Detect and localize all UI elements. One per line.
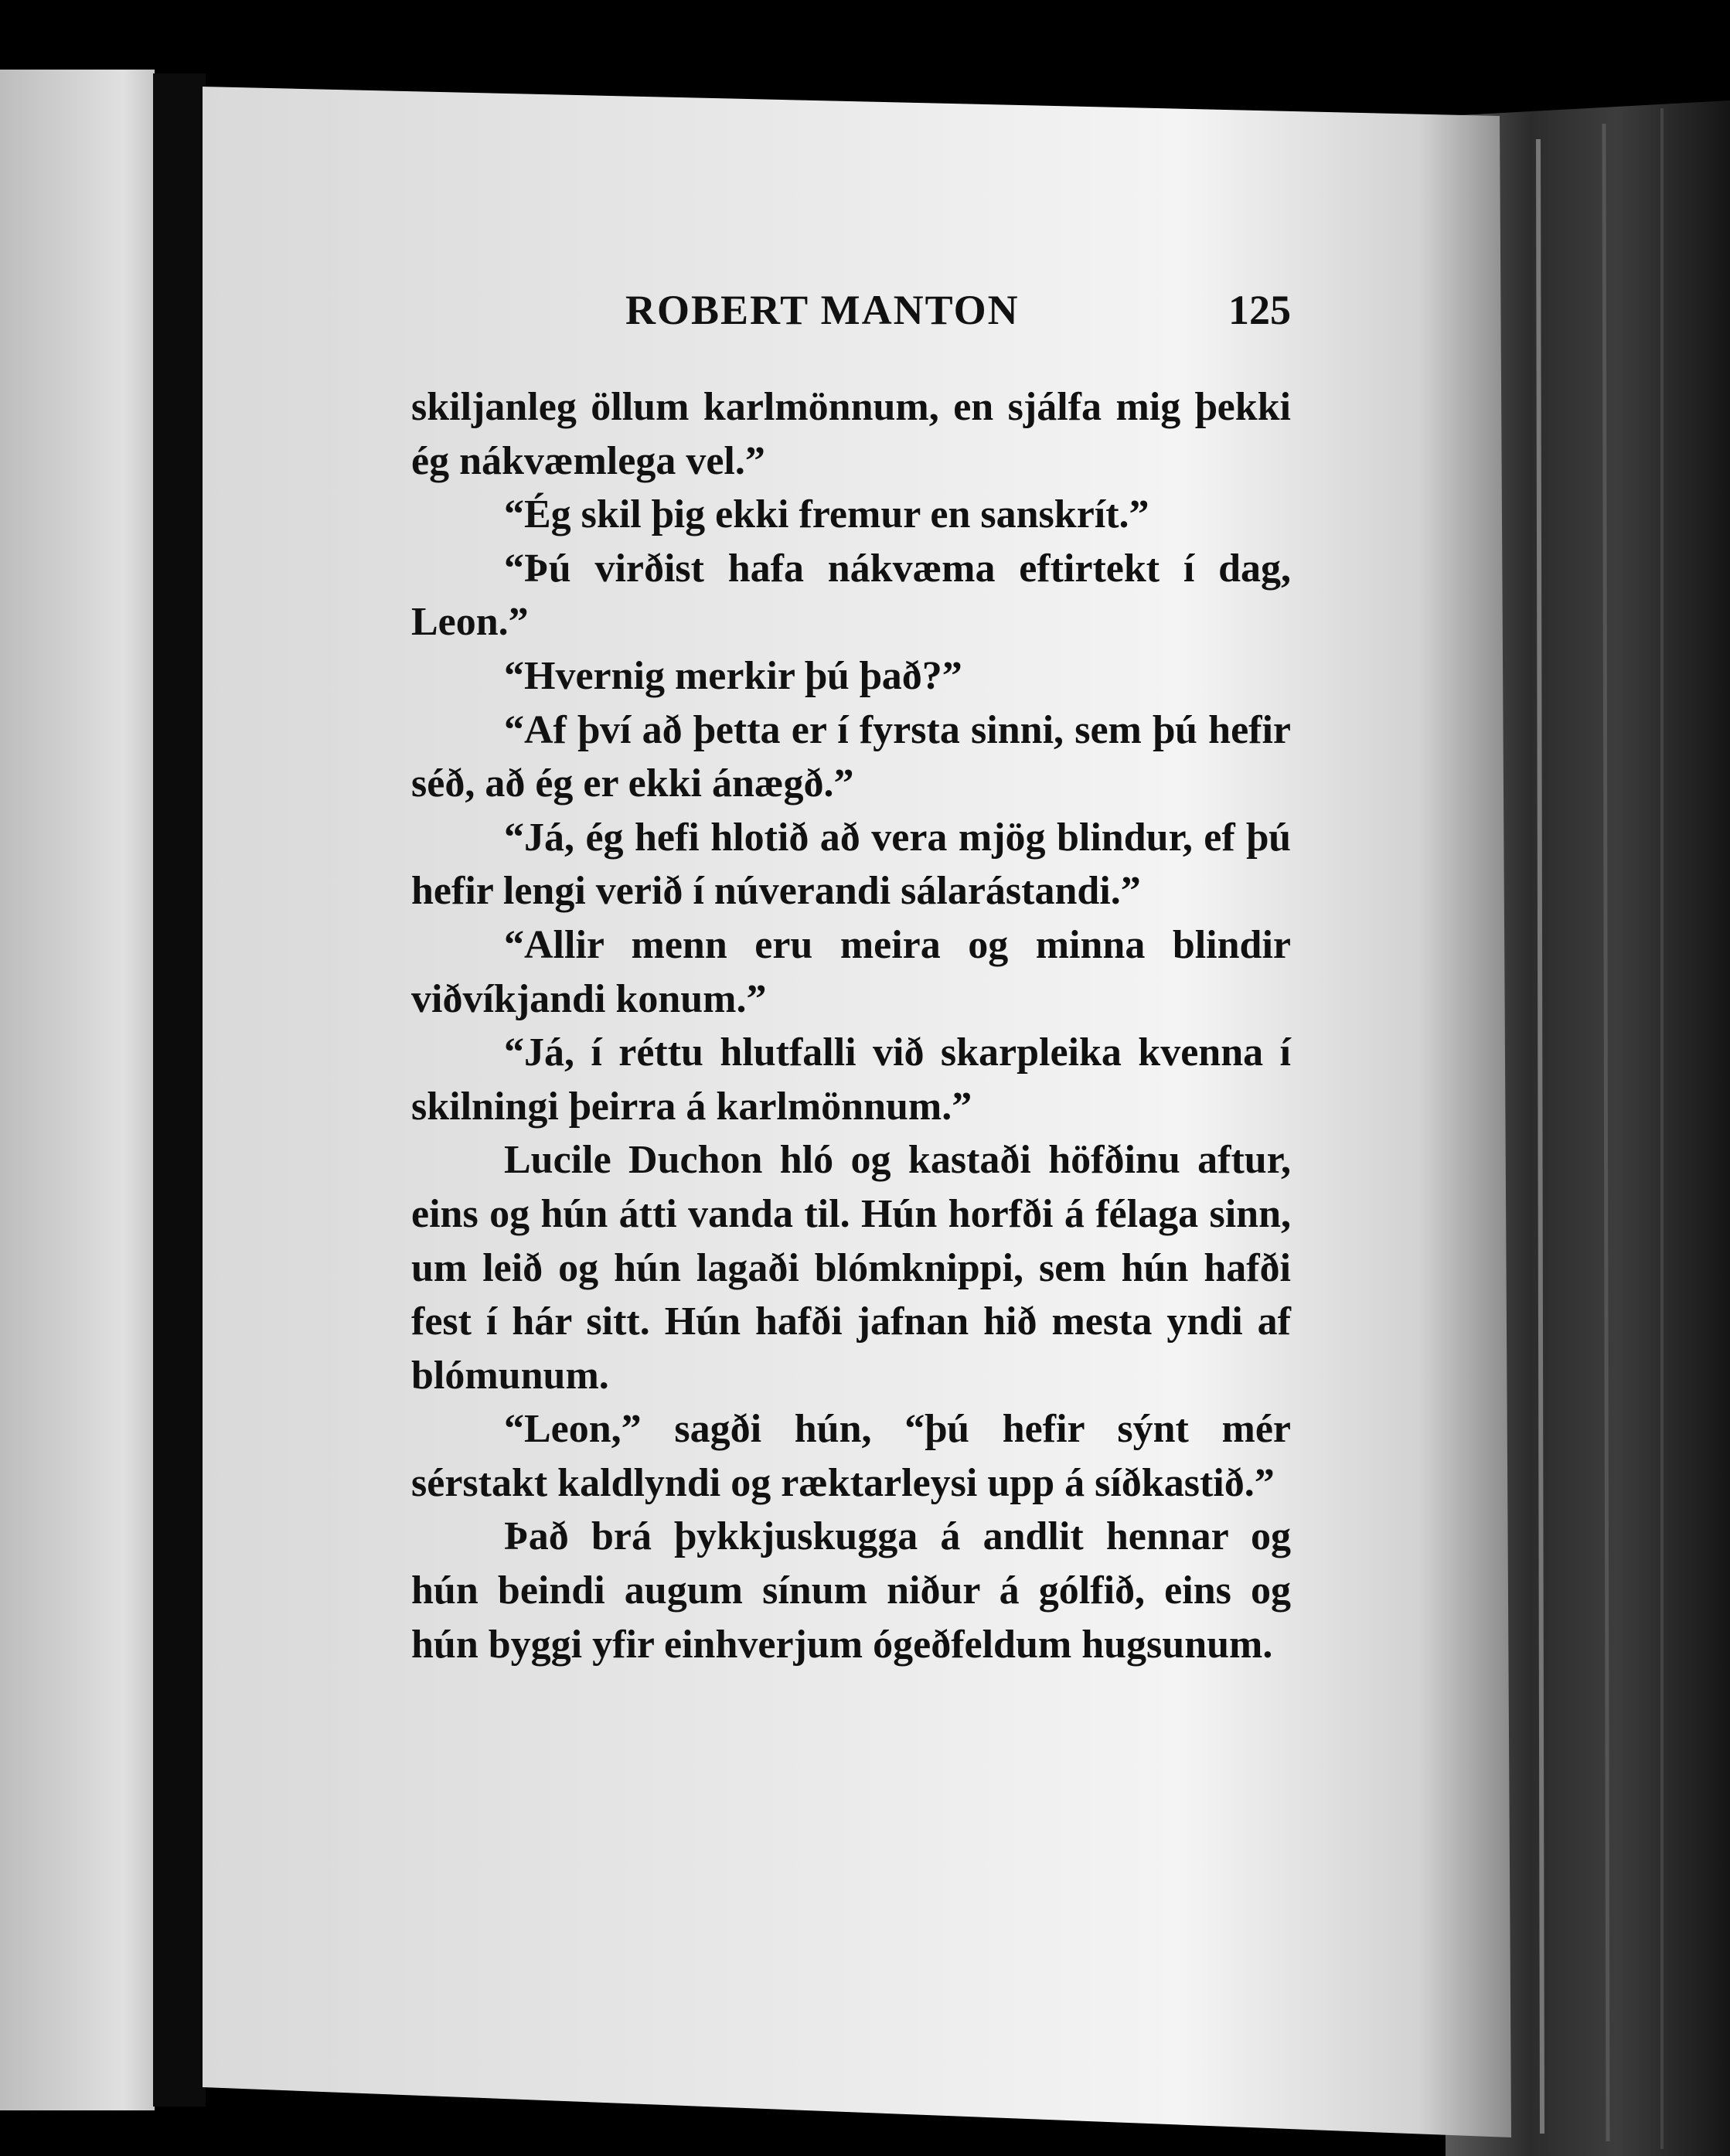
paragraph: Það brá þykkjuskugga á andlit hennar og hún beindi augum sínum niður á gólfið, eins og hún byggi yfir einhverjum ógeðfeldum hugsunum. — [411, 1514, 1291, 1667]
binding-gutter — [153, 73, 206, 2107]
body-text — [411, 380, 1291, 1671]
running-title: ROBERT MANTON — [625, 287, 1020, 333]
paragraph: “Já, ég hefi hlotið að vera mjög blindur, ef þú hefir lengi verið í núverandi sálarástandi.” — [411, 815, 1291, 914]
page-number: 125 — [1228, 287, 1291, 333]
paragraph: “Leon,” sagði hún, “þú hefir sýnt mér sérstakt kaldlyndi og ræktarleysi upp á síðkastið.” — [411, 1407, 1291, 1505]
running-header — [411, 286, 1291, 332]
paragraph: “Já, í réttu hlutfalli við skarpleika kvenna í skilningi þeirra á karlmönnum.” — [411, 1030, 1291, 1129]
paragraph: “Hvernig merkir þú það?” — [504, 653, 962, 698]
paragraph: “Allir menn eru meira og minna blindir viðvíkjandi konum.” — [411, 922, 1291, 1021]
paragraph: Lucile Duchon hló og kastaði höfðinu aftur, eins og hún átti vanda til. Hún horfði á félaga sinn, um leið og hún lagaði blómknippi, sem hún hafði fest í hár sitt. Hún hafði jafnan hið mesta yndi af blómunum. — [411, 1138, 1291, 1398]
paragraph: “Af því að þetta er í fyrsta sinni, sem þú hefir séð, að ég er ekki ánægð.” — [411, 707, 1291, 806]
paragraph: “Þú virðist hafa nákvæma eftirtekt í dag, Leon.” — [411, 546, 1291, 645]
paragraph: “Ég skil þig ekki fremur en sanskrít.” — [504, 492, 1149, 537]
left-page-sliver — [0, 70, 155, 2110]
paragraph: skiljanleg öllum karlmönnum, en sjálfa mig þekki ég nákvæmlega vel.” — [411, 385, 1291, 483]
